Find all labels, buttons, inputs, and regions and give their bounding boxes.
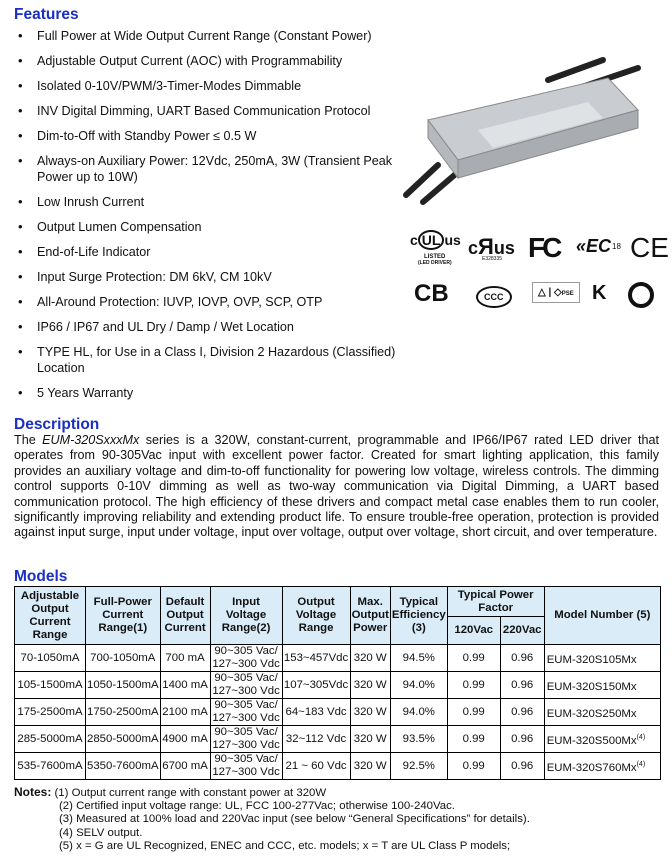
col-header: Adjustable Output Current Range bbox=[15, 587, 86, 645]
models-heading: Models bbox=[14, 568, 68, 585]
feature-item: • Isolated 0-10V/PWM/3-Timer-Modes Dimmable bbox=[18, 78, 398, 94]
table-cell: 0.99 bbox=[447, 726, 500, 753]
table-cell: 105-1500mA bbox=[15, 672, 86, 699]
description-heading: Description bbox=[14, 416, 100, 433]
col-header: Max. Output Power bbox=[350, 587, 390, 645]
table-cell: 535-7600mA bbox=[15, 753, 86, 780]
model-number-cell bbox=[544, 699, 660, 726]
input-voltage-cell bbox=[210, 753, 282, 780]
table-cell: 0.99 bbox=[447, 699, 500, 726]
feature-item: • TYPE HL, for Use in a Class I, Division 2 Hazardous (Classified) Location bbox=[18, 344, 398, 376]
features-heading: Features bbox=[14, 6, 79, 23]
col-header: Model Number (5) bbox=[544, 587, 660, 645]
model-footnote: (4) bbox=[636, 760, 646, 768]
table-cell: 92.5% bbox=[390, 753, 447, 780]
col-subheader: 120Vac bbox=[447, 617, 500, 645]
model-number: EUM-320S760Mx bbox=[546, 761, 637, 774]
input-vac: 90~305 Vac/ bbox=[214, 726, 278, 738]
table-row bbox=[15, 726, 661, 753]
table-cell: 0.99 bbox=[447, 672, 500, 699]
model-number: EUM-320S150Mx bbox=[546, 680, 637, 693]
enec-logo: «EC bbox=[576, 236, 612, 256]
ul-recognized-logo: cЯus bbox=[468, 234, 515, 259]
input-vdc: 127~300 Vdc bbox=[212, 766, 280, 778]
col-header: Typical Efficiency (3) bbox=[390, 587, 447, 645]
table-cell: 4900 mA bbox=[160, 726, 210, 753]
ce-logo: CE bbox=[630, 232, 669, 263]
feature-item: • Input Surge Protection: DM 6kV, CM 10kV bbox=[18, 269, 398, 285]
table-cell: 107~305Vdc bbox=[282, 672, 350, 699]
col-header: Full-Power Current Range(1) bbox=[86, 587, 161, 645]
models-table bbox=[14, 586, 661, 780]
feature-item: • Adjustable Output Current (AOC) with Programmability bbox=[18, 53, 398, 69]
table-cell: 93.5% bbox=[390, 726, 447, 753]
table-cell: 64~183 Vdc bbox=[282, 699, 350, 726]
input-vdc: 127~300 Vdc bbox=[212, 739, 280, 751]
input-voltage-cell bbox=[210, 699, 282, 726]
table-cell: 175-2500mA bbox=[15, 699, 86, 726]
col-subheader: 220Vac bbox=[500, 617, 544, 645]
table-cell: 2100 mA bbox=[160, 699, 210, 726]
table-cell: 2850-5000mA bbox=[86, 726, 161, 753]
table-cell: 285-5000mA bbox=[15, 726, 86, 753]
notes-label: Notes: bbox=[14, 785, 52, 799]
note-item bbox=[14, 813, 530, 826]
enec-number: 18 bbox=[612, 242, 621, 251]
description-pre: The bbox=[14, 433, 43, 447]
ul-listed-label: LISTED bbox=[424, 254, 446, 260]
feature-item: • Dim-to-Off with Standby Power ≤ 0.5 W bbox=[18, 128, 398, 144]
note-text: (4) SELV output. bbox=[59, 826, 143, 839]
table-cell: 5350-7600mA bbox=[86, 753, 161, 780]
description-text bbox=[14, 433, 659, 541]
note-item bbox=[14, 800, 530, 813]
feature-item: • Full Power at Wide Output Current Range (Constant Power) bbox=[18, 28, 398, 44]
model-number-cell bbox=[544, 672, 660, 699]
model-number-cell bbox=[544, 753, 660, 780]
table-cell: 700 mA bbox=[160, 645, 210, 672]
note-item bbox=[14, 840, 530, 853]
note-item bbox=[14, 786, 530, 800]
table-cell: 70-1050mA bbox=[15, 645, 86, 672]
table-cell: 0.96 bbox=[500, 726, 544, 753]
cb-logo: CB bbox=[414, 280, 449, 307]
col-header: Default Output Current bbox=[160, 587, 210, 645]
table-row bbox=[15, 753, 661, 780]
eac-logo bbox=[628, 282, 654, 308]
feature-item: • INV Digital Dimming, UART Based Communication Protocol bbox=[18, 103, 398, 119]
table-cell: 6700 mA bbox=[160, 753, 210, 780]
table-row bbox=[15, 672, 661, 699]
feature-item: • 5 Years Warranty bbox=[18, 385, 398, 401]
note-text: (2) Certified input voltage range: UL, FCC 100-277Vac; otherwise 100-240Vac. bbox=[59, 800, 455, 813]
ul-listed-logo: c UL us bbox=[410, 232, 461, 248]
table-cell: 1750-2500mA bbox=[86, 699, 161, 726]
model-footnote: (4) bbox=[636, 733, 646, 741]
ur-number: E328335 bbox=[482, 256, 503, 262]
table-cell: 0.99 bbox=[447, 753, 500, 780]
features-list bbox=[18, 28, 398, 410]
input-vac: 90~305 Vac/ bbox=[214, 753, 278, 765]
description-body: series is a 320W, constant-current, programmable and IP66/IP67 rated LED driver that operates from 90-305Vac input with excellent power factor. Created for smart lighting application, this family provides an auxiliary voltage and dim-to-off functionality for powering low voltage, wireless controls. The dimming control supports 0-10V dimming as well as two-way communication via Digital Dimming, a UART based communication protocol. The high efficiency of these drivers and compact metal case enables them to run cooler, significantly improving reliability and extending product life. To ensure trouble-free operation, protection is provided against input surge, input under voltage, input over voltage, output over voltage, short circuit, and over temperature. bbox=[14, 433, 659, 540]
kc-logo: K bbox=[592, 282, 607, 304]
table-cell: 21 ~ 60 Vdc bbox=[282, 753, 350, 780]
input-vdc: 127~300 Vdc bbox=[212, 685, 280, 697]
table-cell: 32~112 Vdc bbox=[282, 726, 350, 753]
feature-item: • All-Around Protection: IUVP, IOVP, OVP, SCP, OTP bbox=[18, 294, 398, 310]
table-cell: 94.0% bbox=[390, 699, 447, 726]
table-cell: 320 W bbox=[350, 753, 390, 780]
fcc-logo: FC bbox=[528, 232, 560, 263]
product-image bbox=[398, 50, 660, 210]
table-cell: 320 W bbox=[350, 645, 390, 672]
series-name: EUM-320SxxxMx bbox=[42, 433, 140, 447]
certification-logos bbox=[408, 232, 668, 312]
feature-item: • Always-on Auxiliary Power: 12Vdc, 250mA, 3W (Transient Peak Power up to 10W) bbox=[18, 153, 398, 185]
table-cell: 0.96 bbox=[500, 753, 544, 780]
input-vac: 90~305 Vac/ bbox=[214, 645, 278, 657]
table-cell: 0.96 bbox=[500, 699, 544, 726]
model-number: EUM-320S105Mx bbox=[546, 653, 637, 666]
col-header: Output Voltage Range bbox=[282, 587, 350, 645]
col-header: Input Voltage Range(2) bbox=[210, 587, 282, 645]
table-cell: 320 W bbox=[350, 672, 390, 699]
ul-listed-sub: (LED DRIVER) bbox=[418, 260, 452, 266]
table-cell: 94.0% bbox=[390, 672, 447, 699]
feature-item: • IP66 / IP67 and UL Dry / Damp / Wet Location bbox=[18, 319, 398, 335]
note-text: (1) Output current range with constant power at 320W bbox=[54, 787, 327, 799]
note-text: (5) x = G are UL Recognized, ENEC and CCC, etc. models; x = T are UL Class P models; bbox=[59, 839, 511, 852]
input-vac: 90~305 Vac/ bbox=[214, 672, 278, 684]
table-cell: 153~457Vdc bbox=[282, 645, 350, 672]
note-item bbox=[14, 827, 530, 840]
input-vdc: 127~300 Vdc bbox=[212, 658, 280, 670]
input-voltage-cell bbox=[210, 645, 282, 672]
note-text: (3) Measured at 100% load and 220Vac input (see below “General Specifications” for details). bbox=[59, 813, 530, 826]
col-header: Typical Power Factor bbox=[447, 587, 544, 617]
pse-label: PSE bbox=[561, 291, 574, 297]
feature-item: • End-of-Life Indicator bbox=[18, 244, 398, 260]
table-cell: 320 W bbox=[350, 726, 390, 753]
input-vdc: 127~300 Vdc bbox=[212, 712, 280, 724]
table-row bbox=[15, 645, 661, 672]
table-cell: 320 W bbox=[350, 699, 390, 726]
table-cell: 0.96 bbox=[500, 672, 544, 699]
input-voltage-cell bbox=[210, 672, 282, 699]
model-number-cell bbox=[544, 645, 660, 672]
pse-logo: △ | ◇PSE bbox=[532, 282, 580, 303]
table-cell: 94.5% bbox=[390, 645, 447, 672]
feature-item: • Output Lumen Compensation bbox=[18, 219, 398, 235]
ccc-logo: CCC bbox=[476, 286, 512, 308]
input-vac: 90~305 Vac/ bbox=[214, 699, 278, 711]
table-cell: 1050-1500mA bbox=[86, 672, 161, 699]
feature-item: • Low Inrush Current bbox=[18, 194, 398, 210]
notes bbox=[14, 786, 530, 853]
table-cell: 0.99 bbox=[447, 645, 500, 672]
model-number: EUM-320S500Mx bbox=[546, 734, 637, 747]
model-number-cell bbox=[544, 726, 660, 753]
model-number: EUM-320S250Mx bbox=[546, 707, 637, 720]
input-voltage-cell bbox=[210, 726, 282, 753]
table-cell: 700-1050mA bbox=[86, 645, 161, 672]
table-cell: 0.96 bbox=[500, 645, 544, 672]
table-row bbox=[15, 699, 661, 726]
table-cell: 1400 mA bbox=[160, 672, 210, 699]
